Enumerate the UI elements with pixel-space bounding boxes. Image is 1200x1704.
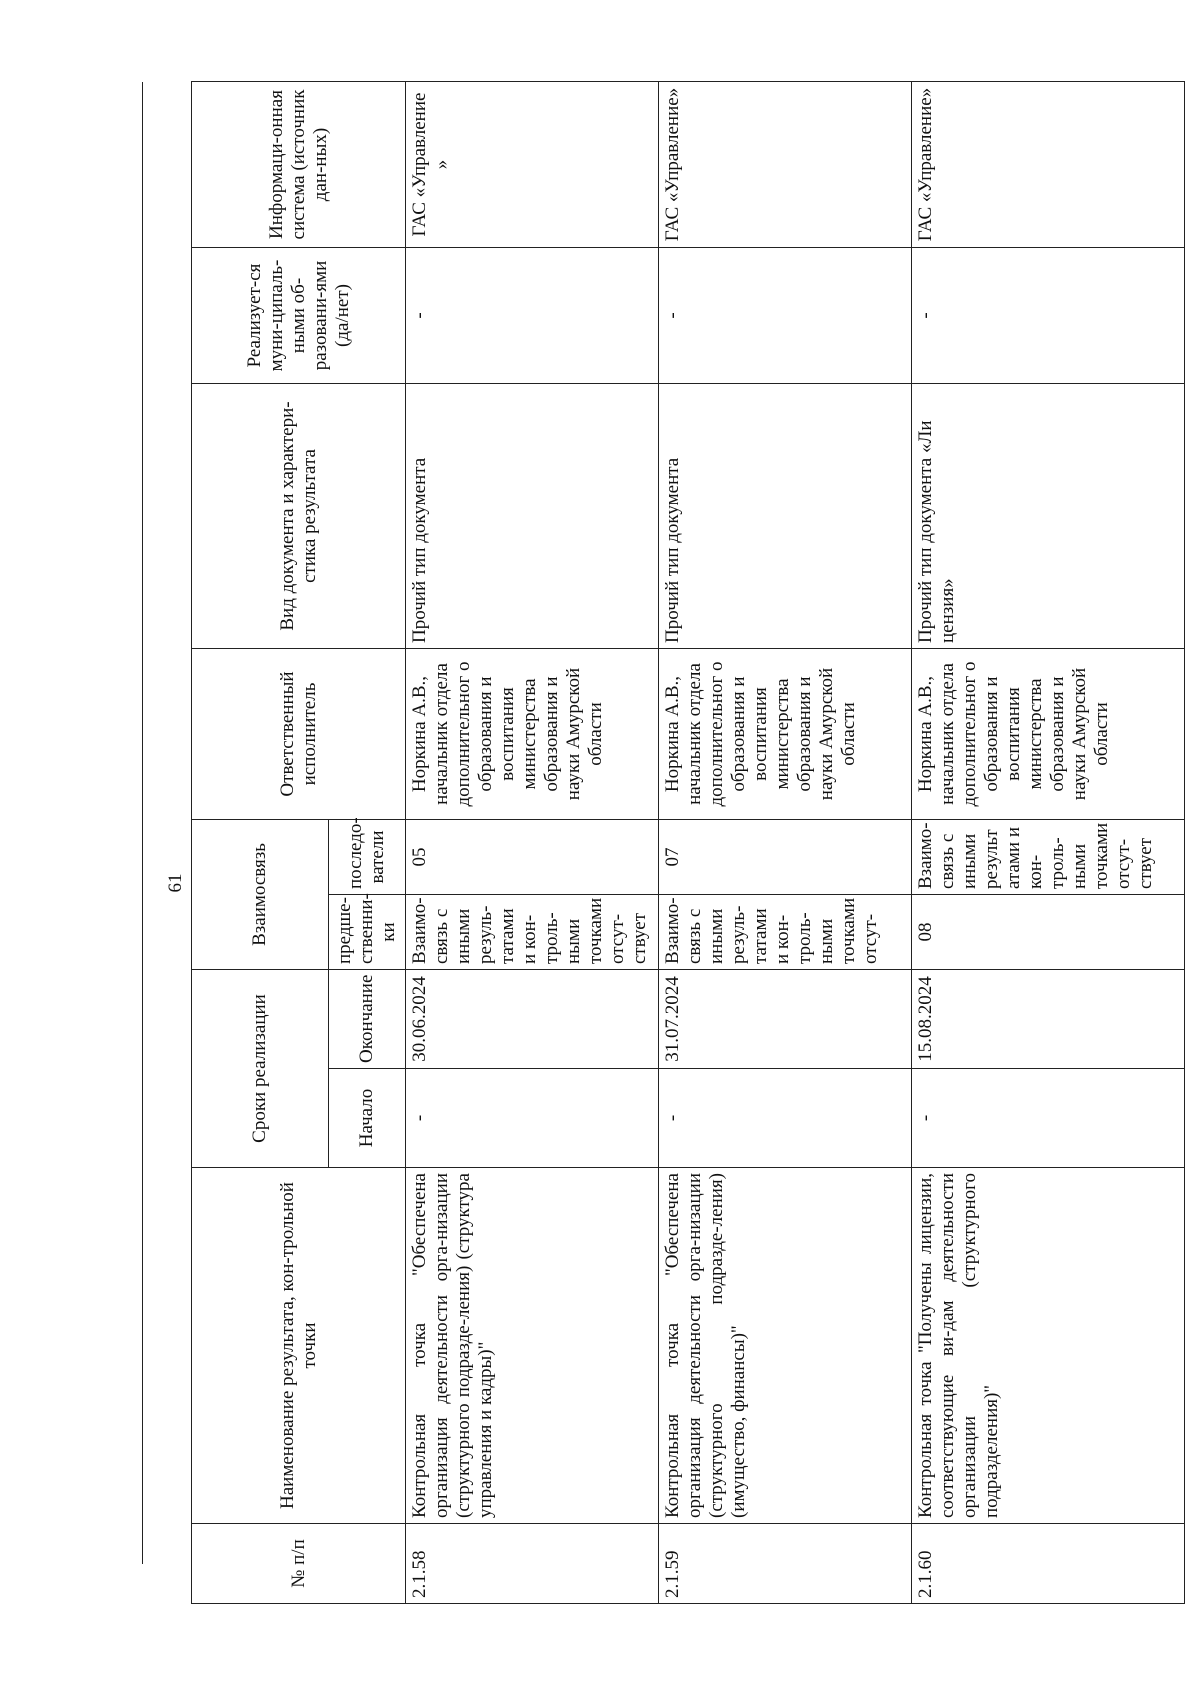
header-name: Наименование результата, кон-трольной точки bbox=[192, 1168, 406, 1524]
cell-info-system: ГАС «Управление» bbox=[912, 82, 1185, 248]
cell-responsible: Норкина А.В., начальник отдела дополнительног о образования и воспитания министерства образования и науки Амурской области bbox=[406, 649, 659, 820]
header-link: Взаимосвязь bbox=[192, 820, 329, 970]
cell-municipal: - bbox=[912, 248, 1185, 384]
control-points-table bbox=[191, 81, 1185, 1604]
header-start: Начало bbox=[329, 1069, 406, 1168]
cell-num: 2.1.58 bbox=[406, 1524, 659, 1604]
cell-predecessors: 08 bbox=[912, 895, 1185, 970]
cell-predecessors: Взаимо-связь с иными резуль-татами и кон-троль-ными точками отсут-ствует bbox=[406, 895, 659, 970]
cell-document: Прочий тип документа «Ли цензия» bbox=[912, 384, 1185, 649]
table-row bbox=[659, 82, 912, 1604]
cell-start: - bbox=[406, 1069, 659, 1168]
header-municipal: Реализует-ся муни-ципаль-ными об-разовани-ями (да/нет) bbox=[192, 248, 406, 384]
table-row bbox=[406, 82, 659, 1604]
cell-name: Контрольная точка "Обеспечена организация деятельности орга-низации (структурного подразде-ления) (структура управления и кадры)" bbox=[406, 1168, 659, 1524]
header-predecessors: предше-ственни-ки bbox=[329, 895, 406, 970]
header-end: Окончание bbox=[329, 970, 406, 1069]
cell-start: - bbox=[659, 1069, 912, 1168]
cell-end: 31.07.2024 bbox=[659, 970, 912, 1069]
margin-rule bbox=[142, 82, 143, 1564]
cell-successors: Взаимо-связь с иными результ атами и кон-троль-ными точками отсут-ствует bbox=[912, 820, 1185, 895]
cell-municipal: - bbox=[659, 248, 912, 384]
header-successors: последо-ватели bbox=[329, 820, 406, 895]
page-number: 61 bbox=[165, 873, 186, 893]
header-responsible: Ответственный исполнитель bbox=[192, 649, 406, 820]
table-row bbox=[912, 82, 1185, 1604]
cell-successors: 07 bbox=[659, 820, 912, 895]
cell-start: - bbox=[912, 1069, 1185, 1168]
cell-num: 2.1.60 bbox=[912, 1524, 1185, 1604]
header-terms: Сроки реализации bbox=[192, 970, 329, 1168]
cell-info-system: ГАС «Управление» bbox=[659, 82, 912, 248]
cell-responsible: Норкина А.В., начальник отдела дополнительног о образования и воспитания министерства образования и науки Амурской области bbox=[659, 649, 912, 820]
cell-end: 30.06.2024 bbox=[406, 970, 659, 1069]
rotated-table-sheet bbox=[191, 82, 1156, 1604]
cell-name: Контрольная точка "Обеспечена организация деятельности орга-низации (структурного подразде-ления) (имущество, финансы)" bbox=[659, 1168, 912, 1524]
cell-info-system: ГАС «Управление » bbox=[406, 82, 659, 248]
cell-successors: 05 bbox=[406, 820, 659, 895]
cell-document: Прочий тип документа bbox=[406, 384, 659, 649]
header-num: № п/п bbox=[192, 1524, 406, 1604]
header-info-system: Информаци-онная система (источник дан-ных) bbox=[192, 82, 406, 248]
cell-name: Контрольная точка "Получены лицензии, соответствующие ви-дам деятельности организации (структурного подразделения)" bbox=[912, 1168, 1185, 1524]
cell-num: 2.1.59 bbox=[659, 1524, 912, 1604]
cell-responsible: Норкина А.В., начальник отдела дополнительног о образования и воспитания министерства образования и науки Амурской области bbox=[912, 649, 1185, 820]
cell-municipal: - bbox=[406, 248, 659, 384]
cell-document: Прочий тип документа bbox=[659, 384, 912, 649]
header-document: Вид документа и характери-стика результата bbox=[192, 384, 406, 649]
cell-end: 15.08.2024 bbox=[912, 970, 1185, 1069]
cell-predecessors: Взаимо-связь с иными резуль-татами и кон-троль-ными точками отсут- bbox=[659, 895, 912, 970]
